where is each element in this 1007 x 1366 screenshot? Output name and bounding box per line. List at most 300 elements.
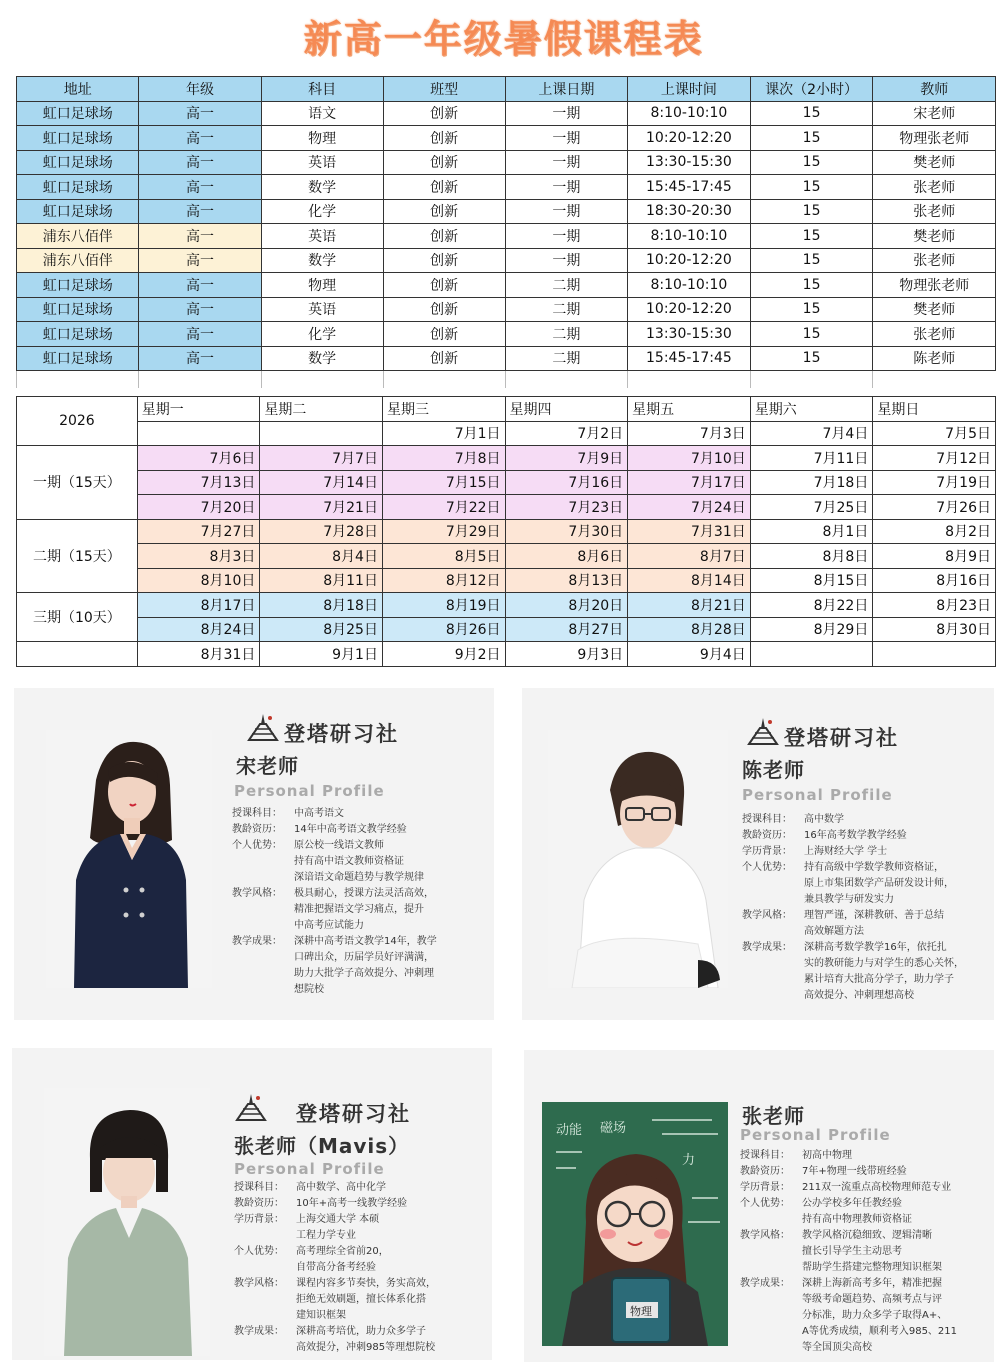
- date-cell: 8月11日: [260, 568, 383, 593]
- info-row: [742, 844, 988, 860]
- info-row: [740, 1180, 990, 1196]
- table-cell: 创新: [383, 101, 505, 126]
- info-key: 教龄资历：: [742, 830, 792, 841]
- table-cell: 数学: [261, 175, 383, 200]
- column-header: 班型: [383, 77, 505, 102]
- date-cell: 9月3日: [505, 642, 628, 667]
- table-row: [17, 199, 996, 224]
- table-cell: 创新: [383, 273, 505, 298]
- date-cell: 7月17日: [628, 470, 751, 495]
- info-key: [742, 876, 804, 892]
- date-cell: 8月3日: [137, 544, 260, 569]
- info-value: 中高考应试能力: [294, 920, 364, 931]
- info-value: 擅长引导学生主动思考: [802, 1246, 902, 1257]
- table-row: [17, 175, 996, 200]
- info-value: 自带高分备考经验: [296, 1262, 376, 1273]
- info-key: [742, 972, 804, 988]
- date-cell: 7月13日: [137, 470, 260, 495]
- table-cell: 物理: [261, 126, 383, 151]
- table-cell: 高一: [139, 101, 261, 126]
- info-key: [740, 1308, 802, 1324]
- info-value: 累计培育大批高分学子，助力学子: [804, 974, 954, 985]
- table-cell: 15: [750, 322, 873, 347]
- info-row: [234, 1212, 484, 1228]
- info-value: 深耕中高考语文教学14年，教学: [294, 936, 437, 947]
- calendar-row: [17, 470, 996, 495]
- date-cell: 8月27日: [505, 617, 628, 642]
- date-cell: 7月3日: [628, 421, 751, 446]
- info-row: [232, 950, 482, 966]
- date-cell: 7月16日: [505, 470, 628, 495]
- table-cell: 虹口足球场: [17, 150, 139, 175]
- info-row: [234, 1228, 484, 1244]
- table-cell: 高一: [139, 248, 261, 273]
- table-cell: 创新: [383, 224, 505, 249]
- date-cell: 7月14日: [260, 470, 383, 495]
- info-row: [740, 1244, 990, 1260]
- weekday-header: 星期五: [628, 397, 751, 422]
- table-row: [17, 248, 996, 273]
- teacher-card-zhang-mavis: [12, 1048, 492, 1360]
- table-cell: 10:20-12:20: [628, 126, 751, 151]
- table-cell: 张老师: [873, 248, 996, 273]
- date-cell: 8月31日: [137, 642, 260, 667]
- course-table: [16, 76, 996, 388]
- date-cell: 7月25日: [750, 495, 873, 520]
- table-cell: 高一: [139, 126, 261, 151]
- table-cell: 10:20-12:20: [628, 248, 751, 273]
- info-key: 授课科目：: [742, 814, 792, 825]
- info-key: 个人优势：: [234, 1246, 284, 1257]
- info-value: 帮助学生搭建完整物理知识框架: [802, 1262, 942, 1273]
- info-key: 教龄资历：: [232, 824, 282, 835]
- info-key: [740, 1260, 802, 1276]
- spacer-cell: [628, 371, 751, 389]
- date-cell: 7月22日: [382, 495, 505, 520]
- column-header: 教师: [873, 77, 996, 102]
- table-cell: 13:30-15:30: [628, 322, 751, 347]
- info-row: [232, 854, 482, 870]
- date-cell: 8月30日: [873, 617, 996, 642]
- info-row: [740, 1292, 990, 1308]
- date-cell: 7月21日: [260, 495, 383, 520]
- date-cell: 8月23日: [873, 593, 996, 618]
- weekday-header: 星期日: [873, 397, 996, 422]
- info-value: 拒绝无效刷题，擅长体系化搭: [296, 1294, 426, 1305]
- weekday-header: 星期三: [382, 397, 505, 422]
- spacer-cell: [383, 371, 505, 389]
- table-cell: 二期: [505, 297, 627, 322]
- period-label: [17, 642, 138, 667]
- weekday-header: 星期二: [260, 397, 383, 422]
- table-cell: 15: [750, 199, 873, 224]
- info-value: 理智严谨，深耕教研、善于总结: [804, 910, 944, 921]
- info-key: [232, 982, 294, 998]
- info-value: 10年+高考一线教学经验: [296, 1198, 408, 1209]
- table-cell: 虹口足球场: [17, 126, 139, 151]
- table-cell: 15: [750, 175, 873, 200]
- table-row: [17, 297, 996, 322]
- info-row: [234, 1244, 484, 1260]
- table-cell: 15: [750, 224, 873, 249]
- table-cell: 语文: [261, 101, 383, 126]
- info-value: 公办学校多年任教经验: [802, 1198, 902, 1209]
- info-row: [234, 1324, 484, 1340]
- calendar-row: [17, 617, 996, 642]
- table-cell: 高一: [139, 175, 261, 200]
- info-key: 学历背景：: [234, 1214, 284, 1225]
- info-row: [232, 870, 482, 886]
- weekday-header: 星期六: [750, 397, 873, 422]
- table-cell: 高一: [139, 224, 261, 249]
- table-cell: 15:45-17:45: [628, 175, 751, 200]
- info-value: 高效提分，冲刺985等理想院校: [296, 1342, 436, 1353]
- info-value: 教学风格沉稳细致、逻辑清晰: [802, 1230, 932, 1241]
- table-cell: 樊老师: [873, 150, 996, 175]
- teacher-info: [232, 806, 482, 998]
- table-cell: 虹口足球场: [17, 322, 139, 347]
- info-key: [232, 902, 294, 918]
- table-cell: 物理张老师: [873, 273, 996, 298]
- table-cell: 15: [750, 273, 873, 298]
- info-row: [234, 1260, 484, 1276]
- table-cell: 创新: [383, 297, 505, 322]
- info-row: [742, 924, 988, 940]
- info-row: [232, 806, 482, 822]
- brand-logo-icon: [234, 1092, 268, 1122]
- teacher-info: [740, 1148, 990, 1356]
- table-cell: 高一: [139, 297, 261, 322]
- calendar-year: 2026: [17, 397, 138, 446]
- calendar-row: [17, 544, 996, 569]
- table-cell: 高一: [139, 199, 261, 224]
- date-cell: 7月11日: [750, 446, 873, 471]
- date-cell: 7月2日: [505, 421, 628, 446]
- column-header: 上课日期: [505, 77, 627, 102]
- table-cell: 虹口足球场: [17, 297, 139, 322]
- column-header: 课次（2小时）: [750, 77, 873, 102]
- info-row: [740, 1164, 990, 1180]
- calendar-table: [16, 396, 996, 667]
- info-row: [232, 966, 482, 982]
- info-row: [234, 1340, 484, 1356]
- date-cell: 7月31日: [628, 519, 751, 544]
- date-cell: 8月17日: [137, 593, 260, 618]
- info-value: 持有高级中学数学教师资格证，: [804, 862, 944, 873]
- calendar-weekday-row: [17, 397, 996, 422]
- table-cell: 化学: [261, 199, 383, 224]
- teacher-name: 宋老师: [236, 754, 299, 778]
- column-header: 科目: [261, 77, 383, 102]
- info-row: [742, 956, 988, 972]
- info-key: [234, 1260, 296, 1276]
- info-key: 个人优势：: [232, 840, 282, 851]
- info-value: 极具耐心，授课方法灵活高效，: [294, 888, 434, 899]
- info-key: 学历背景：: [742, 846, 792, 857]
- info-key: 教龄资历：: [740, 1166, 790, 1177]
- info-value: 211双一流重点高校物理师范专业: [802, 1182, 952, 1193]
- date-cell: 7月15日: [382, 470, 505, 495]
- info-value: 口碑出众，历届学员好评满满，: [294, 952, 434, 963]
- info-value: 高中数学、高中化学: [296, 1182, 386, 1193]
- table-cell: 一期: [505, 248, 627, 273]
- date-cell: 7月26日: [873, 495, 996, 520]
- teacher-photo-chen: [548, 730, 728, 988]
- table-cell: 15: [750, 126, 873, 151]
- calendar-row: [17, 446, 996, 471]
- period-label: 二期（15天）: [17, 519, 138, 593]
- date-cell: 8月4日: [260, 544, 383, 569]
- table-cell: 创新: [383, 150, 505, 175]
- info-key: [234, 1292, 296, 1308]
- info-row: [740, 1324, 990, 1340]
- table-cell: 一期: [505, 126, 627, 151]
- info-value: 14年中高考语文教学经验: [294, 824, 407, 835]
- brand-logo-icon: [746, 716, 780, 746]
- date-cell: 8月14日: [628, 568, 751, 593]
- info-value: 精准把握语文学习痛点，提升: [294, 904, 424, 915]
- date-cell: 7月19日: [873, 470, 996, 495]
- date-cell: 7月20日: [137, 495, 260, 520]
- info-value: 持有高中语文教师资格证: [294, 856, 404, 867]
- table-cell: 15: [750, 101, 873, 126]
- info-row: [232, 934, 482, 950]
- date-cell: 8月13日: [505, 568, 628, 593]
- date-cell: 7月1日: [382, 421, 505, 446]
- spacer-cell: [261, 371, 383, 389]
- info-value: 16年高考数学教学经验: [804, 830, 907, 841]
- info-row: [740, 1308, 990, 1324]
- table-cell: 高一: [139, 150, 261, 175]
- table-cell: 虹口足球场: [17, 199, 139, 224]
- spacer-cell: [750, 371, 873, 389]
- table-cell: 虹口足球场: [17, 346, 139, 371]
- info-key: [742, 892, 804, 908]
- info-value: 想院校: [294, 984, 324, 995]
- info-value: 助力大批学子高效提分、冲刺理: [294, 968, 434, 979]
- date-cell: 8月7日: [628, 544, 751, 569]
- table-cell: 创新: [383, 346, 505, 371]
- date-cell: [873, 642, 996, 667]
- info-value: 深耕上海新高考多年，精准把握: [802, 1278, 942, 1289]
- table-cell: 浦东八佰伴: [17, 248, 139, 273]
- teacher-photo-song: [46, 730, 212, 988]
- info-key: 教学风格：: [742, 910, 792, 921]
- calendar-row: [17, 568, 996, 593]
- table-row: [17, 101, 996, 126]
- teacher-photo-zhang-mavis: [44, 1088, 210, 1356]
- info-key: 授课科目：: [234, 1182, 284, 1193]
- spacer-cell: [139, 371, 261, 389]
- info-key: 教学成果：: [740, 1278, 790, 1289]
- table-cell: 二期: [505, 322, 627, 347]
- date-cell: [750, 642, 873, 667]
- info-key: 授课科目：: [740, 1150, 790, 1161]
- date-cell: 8月16日: [873, 568, 996, 593]
- date-cell: 7月6日: [137, 446, 260, 471]
- table-cell: 8:10-10:10: [628, 224, 751, 249]
- date-cell: 8月28日: [628, 617, 751, 642]
- table-cell: 高一: [139, 273, 261, 298]
- table-cell: 高一: [139, 322, 261, 347]
- info-row: [740, 1260, 990, 1276]
- info-value: 等级考命题趋势、高频考点与评: [802, 1294, 942, 1305]
- table-cell: 张老师: [873, 175, 996, 200]
- date-cell: 7月29日: [382, 519, 505, 544]
- info-key: [232, 870, 294, 886]
- info-key: [232, 950, 294, 966]
- table-cell: 一期: [505, 101, 627, 126]
- info-key: [232, 918, 294, 934]
- info-value: 高效解题方法: [804, 926, 864, 937]
- table-cell: 英语: [261, 297, 383, 322]
- table-cell: 数学: [261, 346, 383, 371]
- info-row: [742, 812, 988, 828]
- table-cell: 13:30-15:30: [628, 150, 751, 175]
- date-cell: 7月9日: [505, 446, 628, 471]
- info-value: 深谙语文命题趋势与教学规律: [294, 872, 424, 883]
- info-row: [232, 902, 482, 918]
- info-value: 实的教研能力与对学生的悉心关怀，: [804, 958, 964, 969]
- info-row: [232, 822, 482, 838]
- weekday-header: 星期四: [505, 397, 628, 422]
- info-row: [234, 1196, 484, 1212]
- spacer-cell: [505, 371, 627, 389]
- info-key: [742, 924, 804, 940]
- table-header-row: [17, 77, 996, 102]
- info-key: 教学成果：: [742, 942, 792, 953]
- table-cell: 虹口足球场: [17, 175, 139, 200]
- table-cell: 创新: [383, 126, 505, 151]
- info-key: [234, 1340, 296, 1356]
- table-cell: 化学: [261, 322, 383, 347]
- table-cell: 樊老师: [873, 297, 996, 322]
- table-cell: 物理: [261, 273, 383, 298]
- info-key: [234, 1228, 296, 1244]
- info-row: [232, 982, 482, 998]
- info-key: 教龄资历：: [234, 1198, 284, 1209]
- date-cell: 8月20日: [505, 593, 628, 618]
- info-key: 个人优势：: [742, 862, 792, 873]
- teacher-card-chen: [522, 688, 994, 1020]
- info-row: [740, 1340, 990, 1356]
- info-key: 授课科目：: [232, 808, 282, 819]
- book-label: 物理: [630, 1305, 652, 1318]
- date-cell: 8月1日: [750, 519, 873, 544]
- table-row: [17, 346, 996, 371]
- table-cell: 高一: [139, 346, 261, 371]
- teacher-card-song: [14, 688, 494, 1020]
- info-value: 课程内容多节奏快，务实高效，: [296, 1278, 436, 1289]
- info-row: [234, 1180, 484, 1196]
- date-cell: [137, 421, 260, 446]
- table-cell: 一期: [505, 175, 627, 200]
- date-cell: 8月25日: [260, 617, 383, 642]
- calendar-row: [17, 495, 996, 520]
- profile-label: Personal Profile: [742, 786, 893, 804]
- info-value: 初高中物理: [802, 1150, 852, 1161]
- info-value: 等全国顶尖高校: [802, 1342, 872, 1353]
- table-cell: 15: [750, 297, 873, 322]
- table-row: [17, 150, 996, 175]
- teacher-illustration: [542, 1102, 728, 1346]
- table-cell: 二期: [505, 346, 627, 371]
- date-cell: 7月5日: [873, 421, 996, 446]
- info-value: 7年+物理一线带班经验: [802, 1166, 907, 1177]
- info-row: [234, 1276, 484, 1292]
- info-row: [740, 1212, 990, 1228]
- table-cell: 15: [750, 150, 873, 175]
- info-row: [742, 988, 988, 1004]
- table-cell: 一期: [505, 224, 627, 249]
- brand-logo-icon: [246, 712, 280, 742]
- info-key: 教学成果：: [232, 936, 282, 947]
- info-value: 深耕高考培优，助力众多学子: [296, 1326, 426, 1337]
- date-cell: 8月15日: [750, 568, 873, 593]
- info-value: 建知识框架: [296, 1310, 346, 1321]
- page-title: 新高一年级暑假课程表: [303, 17, 704, 61]
- table-cell: 创新: [383, 322, 505, 347]
- info-value: 中高考语文: [294, 808, 344, 819]
- info-row: [740, 1196, 990, 1212]
- table-cell: 宋老师: [873, 101, 996, 126]
- info-key: 教学风格：: [740, 1230, 790, 1241]
- info-row: [742, 908, 988, 924]
- info-row: [232, 918, 482, 934]
- info-value: 上海财经大学 学士: [804, 846, 888, 857]
- info-key: 学历背景：: [740, 1182, 790, 1193]
- info-row: [742, 940, 988, 956]
- spacer-row: [17, 371, 996, 389]
- table-cell: 创新: [383, 175, 505, 200]
- info-key: 教学风格：: [234, 1278, 284, 1289]
- profile-label: Personal Profile: [234, 1160, 385, 1178]
- table-cell: 樊老师: [873, 224, 996, 249]
- info-key: [740, 1340, 802, 1356]
- info-row: [742, 860, 988, 876]
- date-cell: 7月4日: [750, 421, 873, 446]
- table-cell: 英语: [261, 150, 383, 175]
- brand-name: 登塔研习社: [284, 722, 399, 746]
- info-value: 工程力学专业: [296, 1230, 356, 1241]
- table-cell: 一期: [505, 199, 627, 224]
- info-key: 教学成果：: [234, 1326, 284, 1337]
- info-key: [742, 956, 804, 972]
- info-value: 高中数学: [804, 814, 844, 825]
- info-row: [232, 886, 482, 902]
- info-value: A等优秀成绩，顺利考入985、211: [802, 1326, 958, 1337]
- teacher-info: [234, 1180, 484, 1356]
- table-cell: 数学: [261, 248, 383, 273]
- date-cell: 8月12日: [382, 568, 505, 593]
- spacer-cell: [873, 371, 996, 389]
- brand-name: 登塔研习社: [784, 726, 899, 750]
- teacher-info: [742, 812, 988, 1004]
- info-row: [234, 1308, 484, 1324]
- info-key: [740, 1244, 802, 1260]
- table-cell: 虹口足球场: [17, 101, 139, 126]
- table-cell: 创新: [383, 248, 505, 273]
- calendar-row: [17, 593, 996, 618]
- info-row: [232, 838, 482, 854]
- table-cell: 一期: [505, 150, 627, 175]
- table-cell: 英语: [261, 224, 383, 249]
- info-value: 高考理综全省前20，: [296, 1246, 389, 1257]
- table-cell: 二期: [505, 273, 627, 298]
- info-key: [742, 988, 804, 1004]
- teacher-name: 陈老师: [742, 758, 805, 782]
- date-cell: [260, 421, 383, 446]
